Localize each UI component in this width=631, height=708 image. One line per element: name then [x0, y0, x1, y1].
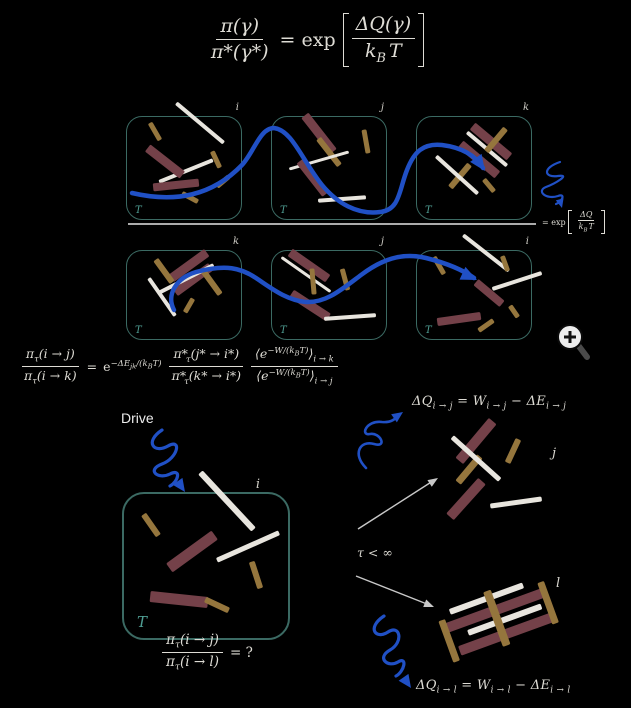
temperature-label: T	[135, 205, 142, 216]
cluster-label-l: l	[556, 576, 561, 591]
kbt: $k_B$ T	[365, 39, 402, 66]
rod-white	[490, 496, 542, 508]
reverse-probability-fraction: $\frac{\pi*_\tau(j* \to i*)}{\pi*_\tau(k* \to i*)}$	[168, 346, 245, 387]
bracket-group	[343, 13, 424, 67]
temperature-label: T	[425, 205, 432, 216]
state-label-k: k	[522, 102, 529, 113]
transition-arrow-to-j	[348, 455, 458, 540]
reverse-trajectory-curve	[120, 240, 520, 340]
zoom-in-cursor-icon[interactable]	[554, 320, 594, 365]
arrowhead-icon	[427, 475, 440, 487]
system-box-i	[122, 477, 290, 640]
rod-maroon	[166, 531, 218, 573]
tau-finite-label: τ < ∞	[357, 545, 393, 560]
state-label-i: i	[525, 236, 529, 247]
detailed-balance-equation	[0, 13, 631, 67]
drive-squiggle-arrow	[138, 424, 213, 502]
rod-maroon	[150, 591, 209, 608]
boltzmann-factor: $e^{-\Delta E_{jk}/(k_BT)}$	[103, 359, 162, 375]
drive-label: Drive	[121, 410, 154, 426]
fluctuation-relation-equation	[20, 346, 338, 388]
rod-tan	[141, 513, 161, 538]
state-label-k: k	[232, 236, 239, 247]
trajectory-ratio-fraction-bar	[128, 223, 536, 225]
heat-equation-l: $\Delta Q_{i \to l} = W_{i \to l} - \Delta E_{i \to l}$	[416, 678, 571, 696]
equals-exp: = exp	[279, 28, 336, 51]
lhs-fraction: $\frac{\pi_\tau(i \to j)}{\pi_\tau(i \to k)}$	[20, 346, 81, 387]
left-bracket	[343, 13, 349, 67]
right-bracket	[418, 13, 424, 67]
right-bracket	[601, 210, 605, 234]
cluster-label-j: j	[552, 446, 557, 461]
pi-ratio-fraction	[207, 15, 273, 66]
rod-tan	[505, 438, 521, 464]
arrowhead-icon	[399, 674, 416, 692]
question-fraction: $\frac{\pi_\tau(i \to j)}{\pi_\tau(i \to l)}$	[162, 632, 223, 673]
question-equation	[162, 632, 253, 673]
rod-tan	[204, 597, 230, 613]
temperature-label: T	[280, 325, 287, 336]
forward-trajectory-curve	[120, 108, 520, 223]
temperature-label: T	[135, 325, 142, 336]
heat-equation-j: $\Delta Q_{i \to j} = W_{i \to j} - \Delta E_{i \to j}$	[412, 394, 567, 412]
rod-white	[216, 530, 280, 562]
heat-over-kbt-fraction	[352, 13, 415, 67]
state-label-i: i	[255, 477, 260, 492]
temperature-label: T	[425, 325, 432, 336]
heat-release-squiggle-top	[536, 156, 591, 216]
temperature-label: T	[137, 613, 148, 631]
state-label-j: j	[380, 236, 384, 247]
pi-star-gamma-star: π*(γ*)	[210, 41, 269, 64]
left-bracket	[568, 210, 572, 234]
equals-question: = ?	[230, 644, 253, 661]
equals-exp: = exp	[542, 217, 566, 227]
ratio-equals-exp	[542, 210, 605, 234]
delta-q-gamma: ΔQ(γ)	[352, 13, 415, 39]
rod-white	[198, 470, 256, 531]
temperature-label: T	[280, 205, 287, 216]
rod-tan	[249, 561, 263, 589]
work-average-fraction: $\frac{⟨e^{-W/(k_BT)}⟩_{i \to k}}{⟨e^{-W/(k_BT)}⟩_{i \to j}}$	[251, 346, 338, 388]
state-label-i: i	[235, 102, 239, 113]
kbt: $k_BT$	[578, 222, 594, 234]
equals-sign: =	[86, 359, 98, 375]
delta-q: ΔQ	[580, 210, 593, 219]
state-label-j: j	[380, 102, 384, 113]
pi-gamma: π(γ)	[216, 15, 263, 41]
